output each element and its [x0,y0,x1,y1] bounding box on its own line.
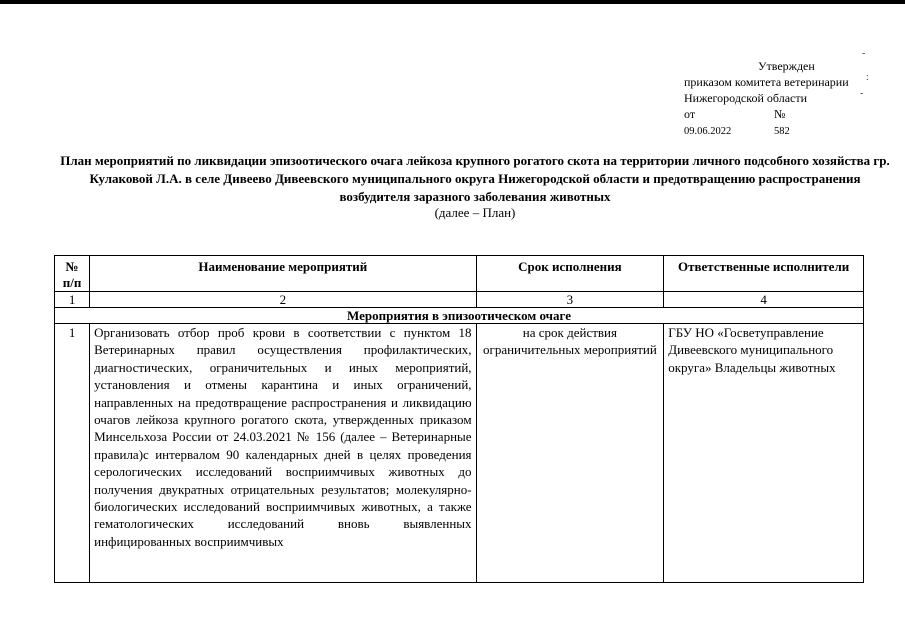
plan-subtitle: (далее – План) [434,205,516,220]
approval-number: 582 [774,126,790,137]
row-number: 1 [55,324,90,583]
plan-table [54,255,864,583]
plan-title: План мероприятий по ликвидации эпизоотического очага лейкоза крупного рогатого скота на территории личного подсобного хозяйства гр. Кулаковой Л.А. в селе Дивеево Дивеевского муниципального округа Нижегородской области и предотвращению распространения возбудителя заразного заболевания животных [60,153,890,204]
scan-mark: : [866,72,869,83]
column-number: 2 [90,292,476,308]
row-term: на срок действия ограничительных мероприятий [476,324,664,583]
column-number-row [55,292,864,308]
column-number: 3 [476,292,664,308]
top-border [0,0,905,4]
approval-from-label: от [684,107,696,121]
row-action-cell [90,324,476,583]
approval-no-label: № [774,107,786,121]
approval-date: 09.06.2022 [684,126,732,137]
row-executors: ГБУ НО «Госветуправление Дивеевского муниципального округа» Владельцы животных [664,324,864,583]
header-action: Наименование мероприятий [90,256,476,292]
column-number: 4 [664,292,864,308]
approval-line-1: Утвержден [758,59,815,73]
approval-line-3: Нижегородской области [684,91,808,105]
table-header-row [55,256,864,292]
table-row [55,324,864,583]
header-number: № п/п [55,256,90,292]
column-number: 1 [55,292,90,308]
approval-stamp [684,58,884,140]
scan-mark: - [860,88,864,99]
header-executors: Ответственные исполнители [664,256,864,292]
scan-mark: - [862,48,866,59]
approval-line-2: приказом комитета ветеринарии [684,75,849,89]
section-row [55,308,864,324]
header-term: Срок исполнения [476,256,664,292]
row-action: Организовать отбор проб крови в соответствии с пунктом 18 Ветеринарных правил осуществления профилактических, диагностических, ограничительных и иных мероприятий, установления и отмены карантина и иных ограничений, направленных на предотвращение распространения и ликвидацию очагов лейкоза крупного рогатого скота, утвержденных приказом Минсельхоза России от 24.03.2021 № 156 (далее – Ветеринарные правила)с интервалом 90 календарных дней в целях проведения серологических исследований восприимчивых животных до получения двукратных отрицательных результатов; молекулярно-биологических исследований восприимчивых животных, а также гематологических исследований вновь выявленных инфицированных восприимчивых [94,325,472,549]
section-title: Мероприятия в эпизоотическом очаге [55,308,864,324]
